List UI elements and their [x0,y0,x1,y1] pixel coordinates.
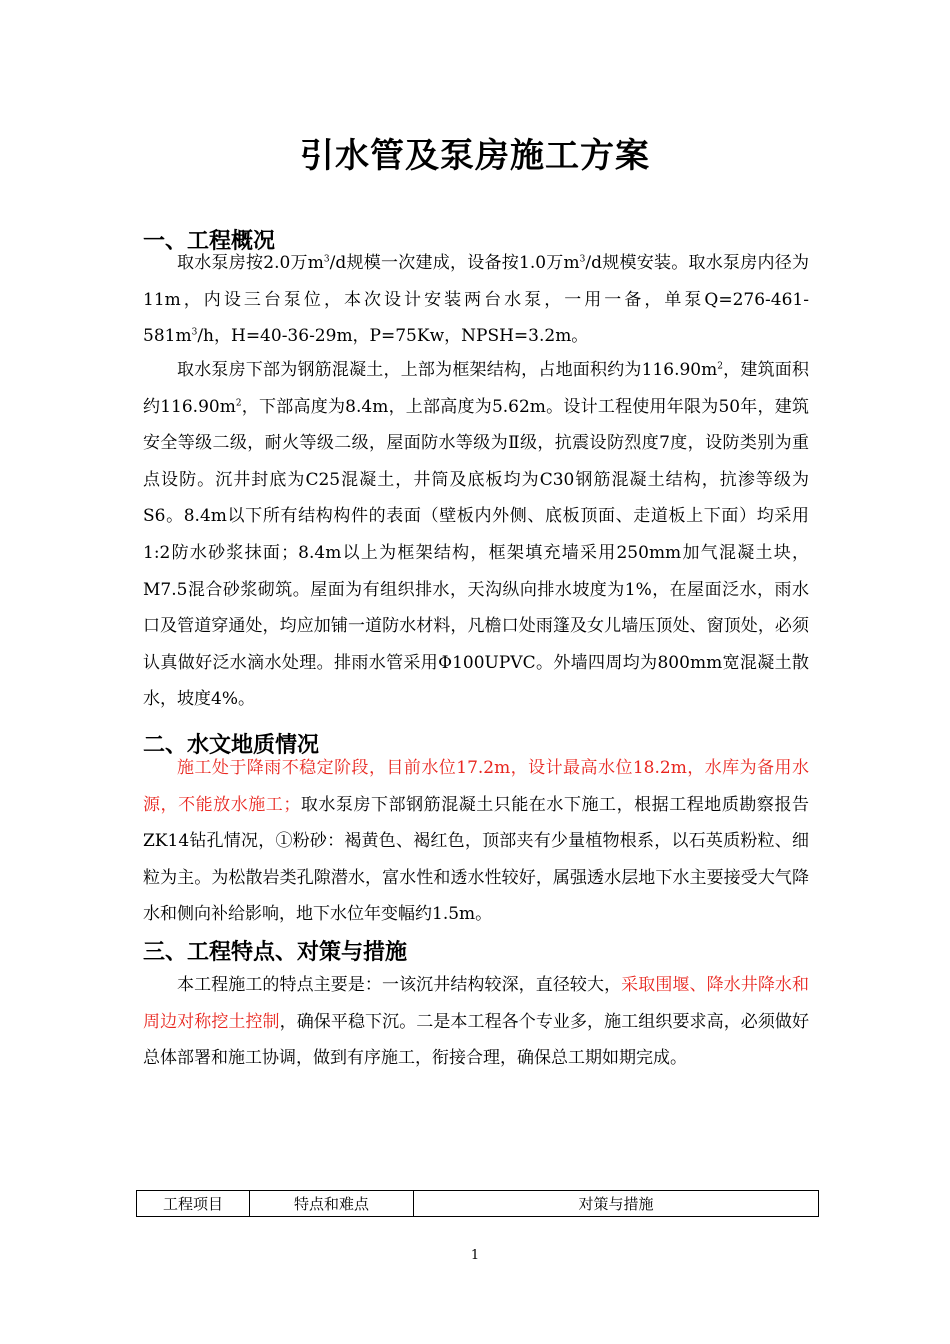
overview-paragraph-1 [143,245,809,355]
document-title: 引水管及泵房施工方案 [300,136,650,176]
highlighted-text: 采取围堰、降水井降水和周边对称挖土控制 [143,975,810,1032]
text-run: ，确保平稳下沉。二是本工程各个专业多，施工组织要求高，必须做好总体部署和施工协调，做到有序施工，衔接合理，确保总工期如期完成。 [143,1011,810,1069]
text-run: /d规模一次建成，设备按1.0万m [329,253,580,273]
text-run: /d规模安装。取水泵房内径为11m，内设三台泵位，本次设计安装两台水泵，一用一备，单泵Q=276-461-581m [143,253,809,347]
section-heading-features: 三、工程特点、对策与措施 [143,940,408,965]
text-run: 本工程施工的特点主要是：一该沉井结构较深，直径较大， [177,975,622,995]
highlighted-text: 施工处于降雨不稳定阶段，目前水位17.2m，设计最高水位18.2m，水库为备用水源，不能放水施工； [143,758,809,815]
text-run: 取水泵房按2.0万m [177,253,324,273]
table-header-cell: 对策与措施 [414,1191,819,1217]
hydrogeology-paragraph [143,750,809,933]
superscript: 3 [579,254,586,265]
text-run: 取水泵房下部为钢筋混凝土，上部为框架结构，占地面积约为116.90m [177,360,718,380]
text-run: ，建筑面积约116.90m [143,360,809,417]
measures-table [136,1190,819,1217]
superscript: 3 [191,327,198,338]
superscript: 2 [717,361,723,372]
superscript: 3 [323,254,330,265]
overview-paragraph-2 [143,352,809,718]
features-paragraph [143,967,809,1077]
table-header-cell: 工程项目 [137,1191,250,1217]
table-header-row [137,1191,819,1217]
text-run: ，下部高度为8.4m，上部高度为5.62m。设计工程使用年限为50年，建筑安全等级二级，耐火等级二级，屋面防水等级为Ⅱ级，抗震设防烈度7度，设防类别为重点设防。沉井封底为C25混凝土，井筒及底板均为C30钢筋混凝土结构，抗渗等级为S6。8.4m以下所有结构构件的表面（壁板内外侧、底板顶面、走道板上下面）均采用1:2防水砂浆抹面；8.4m以上为框架结构，框架填充墙采用250mm加气混凝土块，M7.5混合砂浆砌筑。屋面为有组织排水，天沟纵向排水坡度为1%，在屋面泛水，雨水口及管道穿通处，均应加铺一道防水材料，凡檐口处雨篷及女儿墙压顶处、窗顶处，必须认真做好泛水滴水处理。排雨水管采用Φ100UPVC。外墙四周均为800mm宽混凝土散水，坡度4%。 [143,396,809,710]
superscript: 2 [235,397,242,408]
table-header-cell: 特点和难点 [250,1191,414,1217]
page-number: 1 [470,1248,480,1263]
text-run: /h，H=40-36-29m，P=75Kw，NPSH=3.2m。 [197,326,589,347]
text-run: 取水泵房下部钢筋混凝土只能在水下施工，根据工程地质勘察报告ZK14钻孔情况，①粉砂：褐黄色、褐红色，顶部夹有少量植物根系，以石英质粉粒、细粒为主。为松散岩类孔隙潜水，富水性和透水性较好，属强透水层地下水主要接受大气降水和侧向补给影响，地下水位年变幅约1.5m。 [143,794,810,925]
section-heading-overview: 一、工程概况 [143,229,276,254]
section-heading-hydrogeology: 二、水文地质情况 [143,733,320,758]
